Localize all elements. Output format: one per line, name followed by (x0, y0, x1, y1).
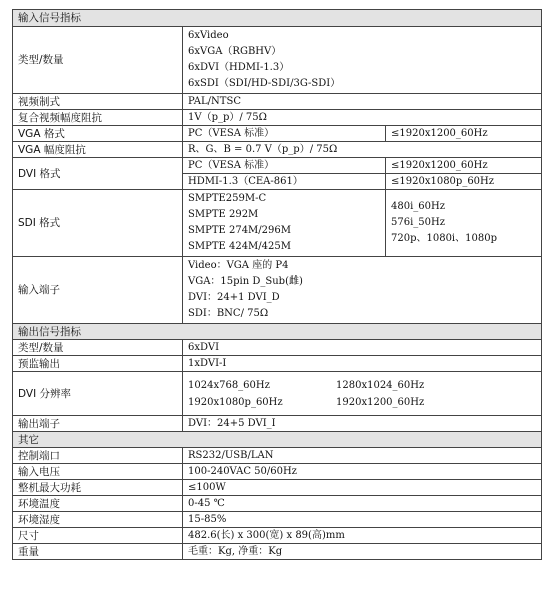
label-dvi-resolution: DVI 分辨率 (13, 372, 183, 416)
sdi-std-line: SMPTE 424M/425M (188, 241, 291, 252)
value-dimensions: 482.6(长) x 300(宽) x 89(高)mm (183, 528, 542, 544)
section-title-output: 输出信号指标 (13, 324, 542, 340)
label-humidity: 环境湿度 (13, 512, 183, 528)
sdi-res-line: 576i_50Hz (391, 217, 445, 228)
dvi-resolution-item: 1024x768_60Hz (188, 379, 270, 391)
value-dvi-std: HDMI-1.3（CEA-861） (183, 174, 386, 190)
label-input-type: 类型/数量 (13, 27, 183, 94)
section-title-other: 其它 (13, 432, 542, 448)
label-weight: 重量 (13, 544, 183, 560)
label-temperature: 环境温度 (13, 496, 183, 512)
row-dimensions (13, 528, 542, 544)
value-input-voltage: 100-240VAC 50/60Hz (183, 464, 542, 480)
row-dvi-resolution (13, 372, 542, 416)
row-input-type (13, 27, 542, 94)
value-composite-amp: 1V（p_p）/ 75Ω (183, 110, 542, 126)
row-max-power (13, 480, 542, 496)
label-vga-amp: VGA 幅度阻抗 (13, 142, 183, 158)
value-output-type: 6xDVI (183, 340, 542, 356)
label-control-port: 控制端口 (13, 448, 183, 464)
row-input-voltage (13, 464, 542, 480)
label-output-type: 类型/数量 (13, 340, 183, 356)
value-preview-output: 1xDVI-I (183, 356, 542, 372)
row-vga-format (13, 126, 542, 142)
sdi-std-line: SMPTE259M-C (188, 193, 267, 204)
row-output-type (13, 340, 542, 356)
label-input-ports: 输入端子 (13, 257, 183, 324)
res-vga-format: ≤1920x1200_60Hz (386, 126, 542, 142)
section-row-input (13, 10, 542, 27)
row-preview-output (13, 356, 542, 372)
label-video-format: 视频制式 (13, 94, 183, 110)
input-port-line: Video：VGA 座的 P4 (188, 260, 289, 271)
value-vga-format: PC（VESA 标准） (183, 126, 386, 142)
row-output-ports (13, 416, 542, 432)
dvi-resolution-item: 1920x1200_60Hz (336, 396, 425, 408)
input-type-line: 6xDVI（HDMI-1.3） (188, 62, 290, 73)
value-max-power: ≤100W (183, 480, 542, 496)
row-video-format (13, 94, 542, 110)
label-sdi-format: SDI 格式 (13, 190, 183, 257)
sdi-std-line: SMPTE 274M/296M (188, 225, 291, 236)
row-control-port (13, 448, 542, 464)
sdi-res-line: 480i_60Hz (391, 201, 445, 212)
value-output-ports: DVI：24+5 DVI_I (183, 416, 542, 432)
input-port-line: DVI：24+1 DVI_D (188, 292, 280, 303)
label-composite-amp: 复合视频幅度阻抗 (13, 110, 183, 126)
value-sdi-stds (183, 190, 386, 257)
input-type-line: 6xVGA（RGBHV） (188, 46, 282, 57)
row-vga-amp (13, 142, 542, 158)
input-port-line: VGA：15pin D_Sub(雌) (188, 276, 303, 287)
label-output-ports: 输出端子 (13, 416, 183, 432)
dvi-resolution-item: 1920x1080p_60Hz (188, 396, 283, 408)
label-max-power: 整机最大功耗 (13, 480, 183, 496)
input-port-line: SDI：BNC/ 75Ω (188, 308, 269, 319)
value-dvi-res: ≤1920x1200_60Hz (386, 158, 542, 174)
value-temperature: 0-45 ℃ (183, 496, 542, 512)
section-title-input: 输入信号指标 (13, 10, 542, 27)
spec-table (12, 9, 542, 560)
sdi-res-line: 720p、1080i、1080p (391, 233, 497, 244)
row-weight (13, 544, 542, 560)
value-input-ports (183, 257, 542, 324)
value-sdi-res (386, 190, 542, 257)
value-dvi-resolution (183, 372, 542, 416)
sdi-std-line: SMPTE 292M (188, 209, 259, 220)
value-dvi-res: ≤1920x1080p_60Hz (386, 174, 542, 190)
row-composite-amp (13, 110, 542, 126)
dvi-resolution-grid (188, 376, 541, 412)
section-row-output (13, 324, 542, 340)
value-dvi-std: PC（VESA 标准） (183, 158, 386, 174)
row-sdi-format (13, 190, 542, 257)
row-temperature (13, 496, 542, 512)
label-dimensions: 尺寸 (13, 528, 183, 544)
value-weight: 毛重：Kg, 净重：Kg (183, 544, 542, 560)
value-control-port: RS232/USB/LAN (183, 448, 542, 464)
value-input-type (183, 27, 542, 94)
input-type-line: 6xSDI（SDI/HD-SDI/3G-SDI） (188, 78, 341, 89)
label-input-voltage: 输入电压 (13, 464, 183, 480)
value-video-format: PAL/NTSC (183, 94, 542, 110)
input-type-line: 6xVideo (188, 30, 229, 41)
value-humidity: 15-85% (183, 512, 542, 528)
row-input-ports (13, 257, 542, 324)
row-humidity (13, 512, 542, 528)
label-vga-format: VGA 格式 (13, 126, 183, 142)
label-dvi-format: DVI 格式 (13, 158, 183, 190)
dvi-resolution-item: 1280x1024_60Hz (336, 379, 425, 391)
spec-sheet (12, 9, 541, 560)
section-row-other (13, 432, 542, 448)
label-preview-output: 预监输出 (13, 356, 183, 372)
value-vga-amp: R、G、B = 0.7 V（p_p）/ 75Ω (183, 142, 542, 158)
row-dvi-format-1 (13, 158, 542, 174)
